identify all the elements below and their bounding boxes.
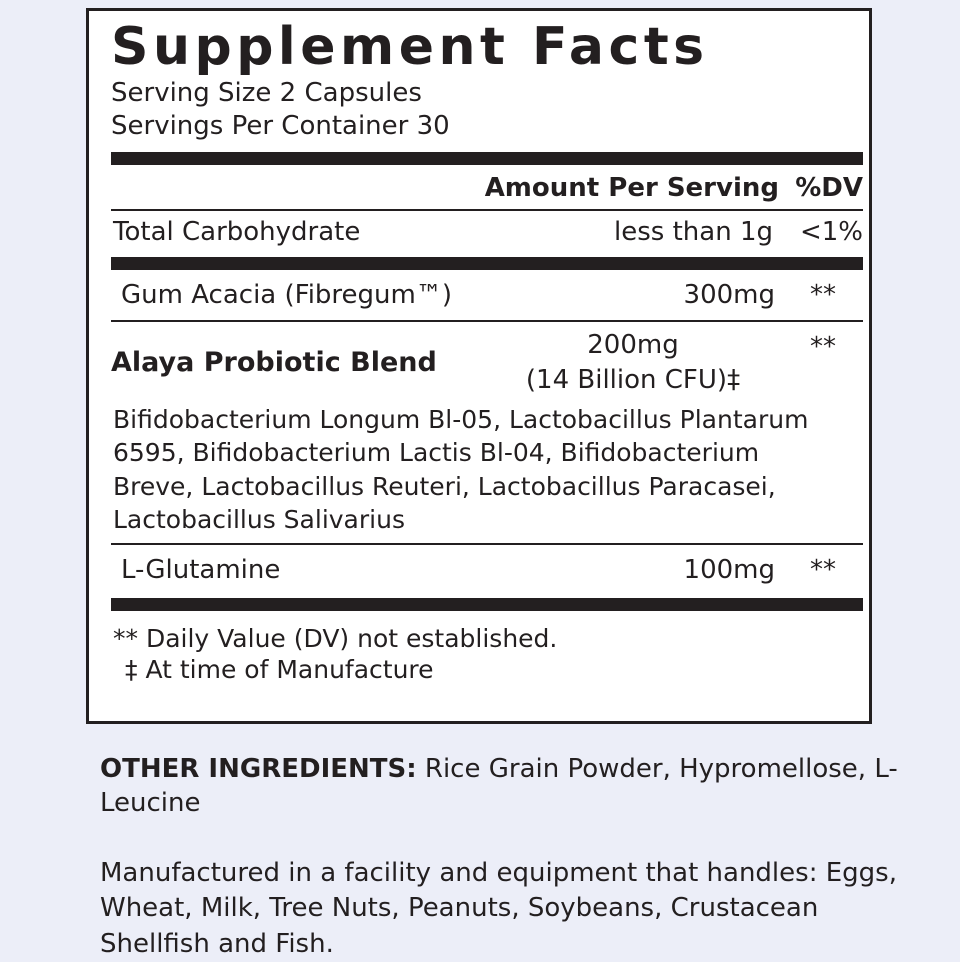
serving-size-text: Serving Size 2 Capsules [111, 78, 422, 109]
blend-name: Alaya Probiotic Blend [111, 347, 437, 378]
row-name: Gum Acacia (Fibregum™) [121, 280, 452, 311]
row-amount: 300mg [683, 280, 775, 311]
blend-strain-list: Bifidobacterium Longum Bl-05, Lactobacillus Plantarum 6595, Bifidobacterium Lactis Bl-04, Bifidobacterium Breve, Lactobacillus Reuteri, Lactobacillus Paracasei, Lactobacillus Salivarius [113, 404, 809, 535]
other-ingredients [100, 752, 900, 821]
servings-per-container-text: Servings Per Container 30 [111, 111, 450, 142]
table-row-total-carbohydrate [111, 211, 863, 253]
supplement-facts-panel [86, 8, 872, 724]
row-dv: <1% [799, 217, 863, 248]
blend-dv: ** [810, 332, 836, 363]
blend-amount-line2: (14 Billion CFU)‡ [525, 364, 741, 395]
row-dv: ** [810, 554, 836, 585]
row-dv: ** [810, 280, 836, 311]
footnote-daily-value: ** Daily Value (DV) not established. [113, 623, 558, 653]
divider-thick-mid [111, 257, 863, 270]
header-amount-per-serving: Amount Per Serving [484, 173, 779, 204]
table-row-gum-acacia [111, 270, 863, 320]
table-header-row [111, 165, 863, 209]
page-title: Supplement Facts [111, 17, 709, 77]
divider-thick-bottom [111, 598, 863, 611]
supplement-facts-inner [111, 17, 863, 685]
divider-thick-top [111, 152, 863, 165]
table-row-l-glutamine [111, 545, 863, 595]
table-row-probiotic-blend [111, 322, 863, 399]
other-ingredients-heading: OTHER INGREDIENTS: [100, 754, 417, 784]
other-ingredients-text: Rice Grain Powder, Hypromellose, L-Leucine [100, 754, 898, 819]
allergen-statement: Manufactured in a facility and equipment that handles: Eggs, Wheat, Milk, Tree Nuts, Peanuts, Soybeans, Crustacean Shellfish and Fish. [100, 858, 897, 959]
blend-amount-line1: 200mg [587, 330, 679, 361]
footnote-manufacture: ‡ At time of Manufacture [125, 655, 434, 685]
footnotes [111, 611, 855, 686]
blend-amount [483, 328, 783, 397]
row-amount: 100mg [683, 554, 775, 585]
row-name: Total Carbohydrate [113, 217, 361, 248]
row-amount: less than 1g [614, 217, 773, 248]
header-percent-dv: %DV [795, 173, 863, 204]
row-name: L-Glutamine [121, 554, 281, 585]
